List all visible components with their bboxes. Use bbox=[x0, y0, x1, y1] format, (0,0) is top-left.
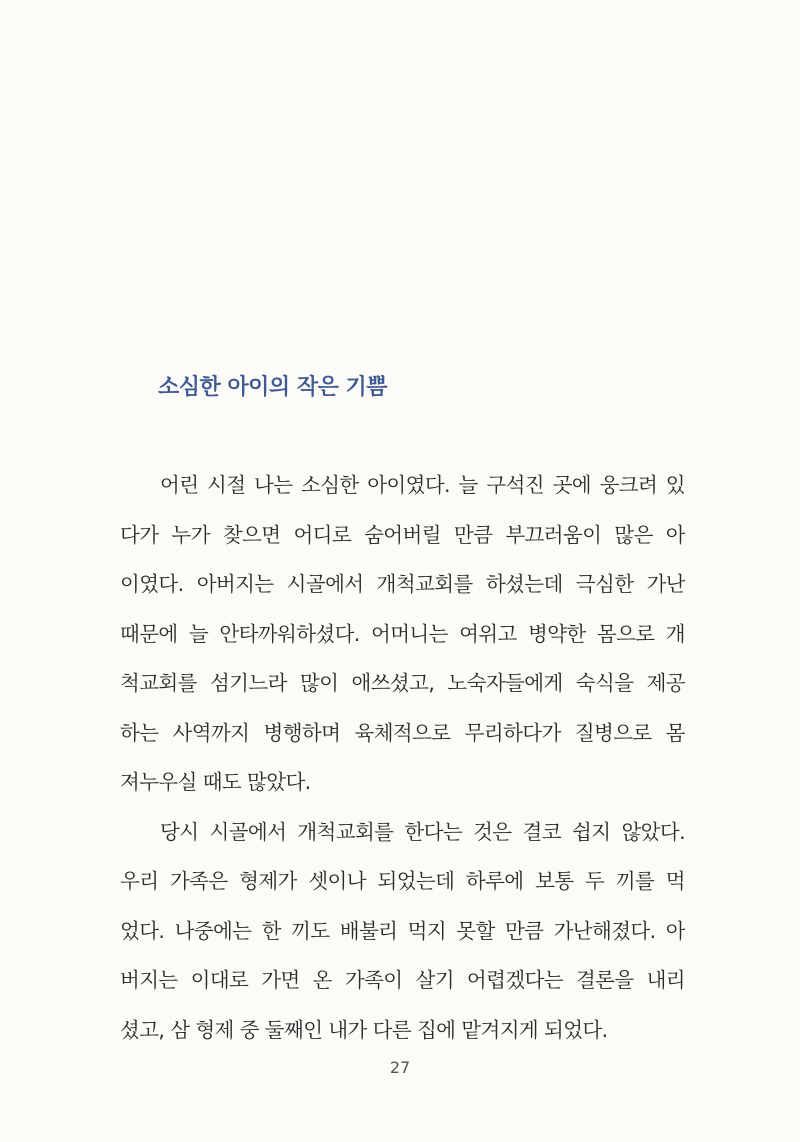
text-line: 때문에 늘 안타까워하셨다. 어머니는 여위고 병약한 몸으로 개 bbox=[120, 621, 685, 646]
paragraph-2 bbox=[120, 808, 685, 1056]
text-line: 버지는 이대로 가면 온 가족이 살기 어렵겠다는 결론을 내리 bbox=[120, 968, 685, 992]
text-line: 우리 가족은 형제가 셋이나 되었는데 하루에 보통 두 끼를 먹 bbox=[120, 869, 685, 893]
text-line: 어린 시절 나는 소심한 아이였다. 늘 구석진 곳에 웅크려 있 bbox=[160, 473, 685, 497]
text-line: 었다. 나중에는 한 끼도 배불리 먹지 못할 만큼 가난해졌다. 아 bbox=[120, 918, 685, 943]
page-number: 27 bbox=[389, 1058, 411, 1077]
text-line: 척교회를 섬기느라 많이 애쓰셨고, 노숙자들에게 숙식을 제공 bbox=[120, 671, 685, 695]
paragraph-1 bbox=[120, 461, 685, 808]
text-line: 져누우실 때도 많았다. bbox=[120, 770, 311, 794]
text-line: 하는 사역까지 병행하며 육체적으로 무리하다가 질병으로 몸 bbox=[120, 720, 685, 745]
text-line: 다가 누가 찾으면 어디로 숨어버릴 만큼 부끄러움이 많은 아 bbox=[120, 522, 685, 547]
text-line: 이였다. 아버지는 시골에서 개척교회를 하셨는데 극심한 가난 bbox=[120, 572, 685, 596]
body-text bbox=[120, 461, 685, 1055]
text-line: 셨고, 삼 형제 중 둘째인 내가 다른 집에 맡겨지게 되었다. bbox=[120, 1017, 608, 1042]
text-line: 당시 시골에서 개척교회를 한다는 것은 결코 쉽지 않았다. bbox=[160, 819, 685, 844]
chapter-title: 소심한 아이의 작은 기쁨 bbox=[158, 374, 387, 400]
